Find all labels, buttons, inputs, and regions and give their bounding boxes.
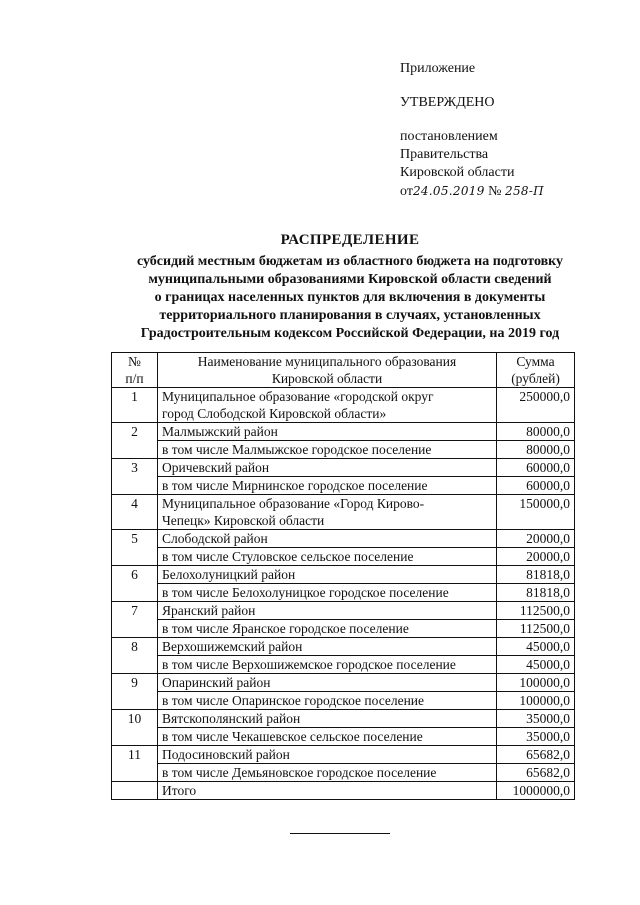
table-row <box>112 656 575 674</box>
amount-cell: 112500,0 <box>497 602 575 620</box>
title-line: субсидий местным бюджетам из областного бюджета на подготовку <box>136 254 564 269</box>
date-number-line <box>400 182 544 201</box>
municipality-name: в том числе Белохолуницкое городское поселение <box>158 584 497 602</box>
row-number: 6 <box>112 566 158 602</box>
total-row <box>112 782 575 800</box>
table-row <box>112 584 575 602</box>
region-line: Кировской области <box>400 165 515 180</box>
row-number: 1 <box>112 388 158 423</box>
approved-label: УТВЕРЖДЕНО <box>400 95 495 110</box>
total-label: Итого <box>158 782 497 800</box>
table-row <box>112 388 575 423</box>
table-row <box>112 423 575 441</box>
appendix-label: Приложение <box>400 61 476 76</box>
row-number: 8 <box>112 638 158 674</box>
municipality-name: в том числе Яранское городское поселение <box>158 620 497 638</box>
municipality-name: Оричевский район <box>158 459 497 477</box>
municipality-name: в том числе Опаринское городское поселение <box>158 692 497 710</box>
handwritten-number: 258-П <box>505 184 544 198</box>
municipality-name: Вятскополянский район <box>158 710 497 728</box>
amount-cell: 20000,0 <box>497 548 575 566</box>
table-row <box>112 764 575 782</box>
table-row <box>112 746 575 764</box>
row-number: 2 <box>112 423 158 459</box>
table-row <box>112 620 575 638</box>
municipality-name: в том числе Стуловское сельское поселение <box>158 548 497 566</box>
total-amount: 1000000,0 <box>497 782 575 800</box>
header-sum: Сумма (рублей) <box>497 353 575 388</box>
row-number: 3 <box>112 459 158 495</box>
municipality-name: в том числе Верхошижемское городское поселение <box>158 656 497 674</box>
title-main: РАСПРЕДЕЛЕНИЕ <box>280 232 420 248</box>
distribution-table <box>111 352 575 800</box>
municipality-name: в том числе Мирнинское городское поселение <box>158 477 497 495</box>
table-row <box>112 674 575 692</box>
municipality-name: в том числе Чекашевское сельское поселение <box>158 728 497 746</box>
amount-cell: 45000,0 <box>497 656 575 674</box>
handwritten-date: 24.05.2019 <box>412 184 485 198</box>
municipality-name: Белохолуницкий район <box>158 566 497 584</box>
amount-cell: 35000,0 <box>497 728 575 746</box>
row-number: 10 <box>112 710 158 746</box>
total-num-cell <box>112 782 158 800</box>
municipality-name: Слободской район <box>158 530 497 548</box>
amount-cell: 80000,0 <box>497 441 575 459</box>
municipality-name: Подосиновский район <box>158 746 497 764</box>
amount-cell: 45000,0 <box>497 638 575 656</box>
municipality-name: Опаринский район <box>158 674 497 692</box>
amount-cell: 65682,0 <box>497 746 575 764</box>
table-row <box>112 530 575 548</box>
amount-cell: 150000,0 <box>497 495 575 530</box>
number-label: № <box>488 184 502 199</box>
table-row <box>112 495 575 530</box>
table-header-row <box>112 353 575 388</box>
municipality-name: Малмыжский район <box>158 423 497 441</box>
amount-cell: 65682,0 <box>497 764 575 782</box>
amount-cell: 100000,0 <box>497 692 575 710</box>
amount-cell: 60000,0 <box>497 459 575 477</box>
table-row <box>112 728 575 746</box>
municipality-name: Яранский район <box>158 602 497 620</box>
municipality-name: в том числе Демьяновское городское поселение <box>158 764 497 782</box>
table-row <box>112 638 575 656</box>
table-row <box>112 692 575 710</box>
amount-cell: 100000,0 <box>497 674 575 692</box>
row-number: 11 <box>112 746 158 782</box>
row-number: 5 <box>112 530 158 566</box>
table-row <box>112 441 575 459</box>
table-row <box>112 548 575 566</box>
amount-cell: 81818,0 <box>497 584 575 602</box>
header-num: № п/п <box>112 353 158 388</box>
approval-block <box>400 60 544 201</box>
row-number: 7 <box>112 602 158 638</box>
document-title <box>60 231 640 343</box>
row-number: 4 <box>112 495 158 530</box>
government-line: Правительства <box>400 147 489 162</box>
amount-cell: 112500,0 <box>497 620 575 638</box>
amount-cell: 250000,0 <box>497 388 575 423</box>
table-row <box>112 566 575 584</box>
municipality-name: Верхошижемский район <box>158 638 497 656</box>
amount-cell: 60000,0 <box>497 477 575 495</box>
table-row <box>112 459 575 477</box>
table-row <box>112 602 575 620</box>
title-line: территориального планирования в случаях, установленных <box>159 308 541 323</box>
municipality-name: Муниципальное образование «Город Кирово- Чепецк» Кировской области <box>158 495 497 530</box>
amount-cell: 20000,0 <box>497 530 575 548</box>
municipality-name: в том числе Малмыжское городское поселение <box>158 441 497 459</box>
title-line: о границах населенных пунктов для включения в документы <box>154 290 546 305</box>
row-number: 9 <box>112 674 158 710</box>
municipality-name: Муниципальное образование «городской округ город Слободской Кировской области» <box>158 388 497 423</box>
amount-cell: 80000,0 <box>497 423 575 441</box>
title-line: Градостроительным кодексом Российской Федерации, на 2019 год <box>140 326 560 341</box>
table-row <box>112 477 575 495</box>
title-line: муниципальными образованиями Кировской области сведений <box>148 272 552 287</box>
from-label: от <box>400 184 413 199</box>
header-name: Наименование муниципального образования Кировской области <box>158 353 497 388</box>
amount-cell: 35000,0 <box>497 710 575 728</box>
resolution-line: постановлением <box>400 129 498 144</box>
amount-cell: 81818,0 <box>497 566 575 584</box>
signature-line <box>290 833 390 834</box>
table-row <box>112 710 575 728</box>
